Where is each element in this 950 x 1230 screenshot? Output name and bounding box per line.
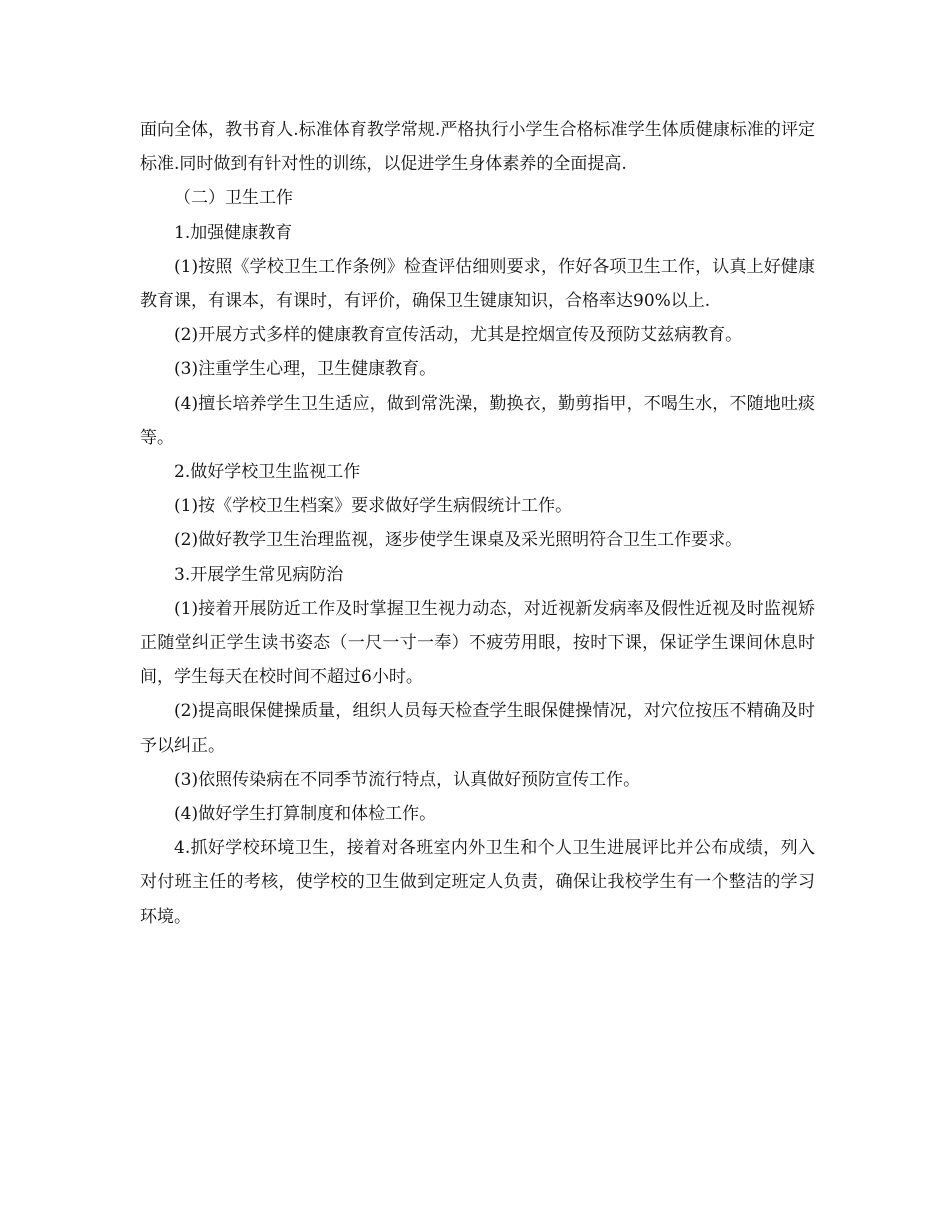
list-item: (2)做好教学卫生治理监视，逐步使学生课桌及采光照明符合卫生工作要求。 <box>174 530 743 551</box>
subheading-disease-prevention: 3.开展学生常见病防治 <box>174 564 344 585</box>
list-item: (3)依照传染病在不同季节流行特点，认真做好预防宣传工作。 <box>174 769 641 790</box>
list-item: (1)按照《学校卫生工作条例》检查评估细则要求，作好各项卫生工作，认真上好健康教育课，有课本，有课时，有评价，确保卫生键康知识，合格率达90%以上. <box>140 256 815 312</box>
list-item: (4)做好学生打算制度和体检工作。 <box>174 804 437 825</box>
list-item: (4)擅长培养学生卫生适应，做到常洗澡，勤换衣，勤剪指甲，不喝生水，不随地吐痰等。 <box>140 393 815 448</box>
section-heading-health-work: （二）卫生工作 <box>174 188 293 209</box>
paragraph-environment-hygiene: 4.抓好学校环境卫生，接着对各班室内外卫生和个人卫生进展评比并公布成绩，列入对付班主任的考核，使学校的卫生做到定班定人负责，确保让我校学生有一个整洁的学习环境。 <box>140 838 815 927</box>
document-body <box>140 113 815 934</box>
paragraph-intro: 面向全体，教书育人.标准体育教学常规.严格执行小学生合格标准学生体质健康标准的评定标准.同时做到有针对性的训练，以促进学生身体素养的全面提高. <box>140 120 815 175</box>
list-item: (1)接着开展防近工作及时掌握卫生视力动态，对近视新发病率及假性近视及时监视矫正随堂纠正学生读书姿态（一尺一寸一奉）不疲劳用眼，按时下课，保证学生课间休息时间，学生每天在校时间不超过6小时。 <box>140 598 815 688</box>
subheading-health-education: 1.加强健康教育 <box>174 222 293 243</box>
list-item: (1)按《学校卫生档案》要求做好学生病假统计工作。 <box>174 496 573 517</box>
list-item: (2)开展方式多样的健康教育宣传活动，尤其是控烟宣传及预防艾兹病教育。 <box>174 325 743 346</box>
list-item: (3)注重学生心理，卫生健康教育。 <box>174 359 437 380</box>
subheading-health-monitoring: 2.做好学校卫生监视工作 <box>174 462 361 483</box>
list-item: (2)提高眼保健操质量，组织人员每天检查学生眼保健操情况，对穴位按压不精确及时予以纠正。 <box>140 701 815 756</box>
